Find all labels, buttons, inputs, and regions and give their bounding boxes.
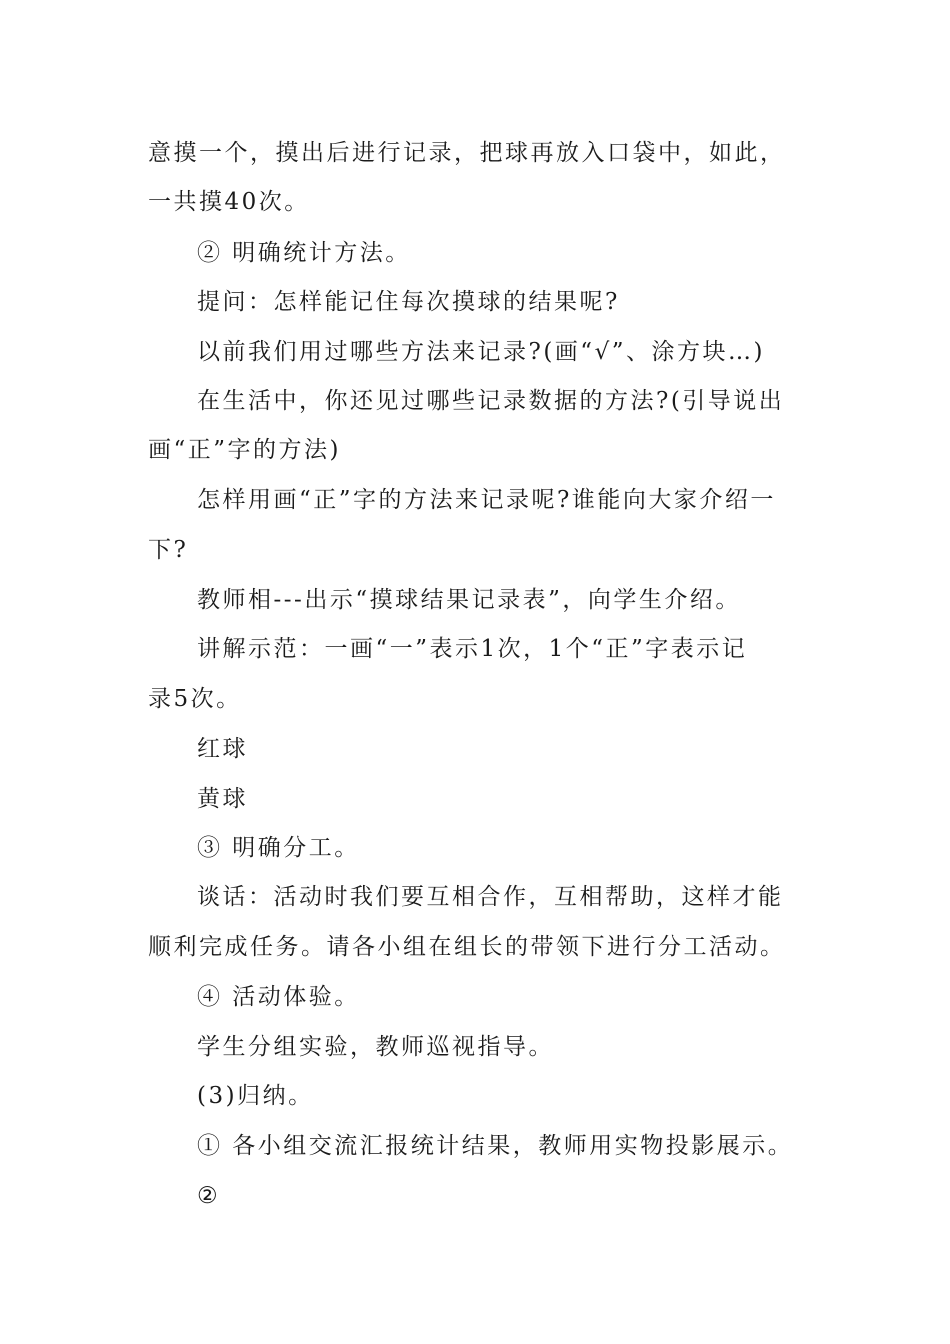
text-line: ② 明确统计方法。 [197, 240, 411, 266]
text-line: ③ 明确分工。 [197, 835, 360, 861]
text-line: 录5次。 [148, 686, 242, 712]
text-line: 学生分组实验，教师巡视指导。 [197, 1034, 554, 1060]
text-line: 在生活中，你还见过哪些记录数据的方法?(引导说出 [197, 388, 785, 414]
text-line: 教师相---出示“摸球结果记录表”，向学生介绍。 [197, 587, 741, 613]
text-line: 谈话：活动时我们要互相合作，互相帮助，这样才能 [197, 884, 784, 910]
text-line: ④ 活动体验。 [197, 984, 360, 1010]
text-line: ② [197, 1183, 221, 1209]
text-line: 顺利完成任务。请各小组在组长的带领下进行分工活动。 [148, 934, 786, 960]
text-line: 一共摸40次。 [148, 189, 310, 215]
text-line: 下? [148, 537, 189, 563]
text-line: 怎样用画“正”字的方法来记录呢?谁能向大家介绍一 [197, 487, 776, 513]
text-line: 画“正”字的方法) [148, 437, 341, 463]
text-line: ① 各小组交流汇报统计结果，教师用实物投影展示。 [197, 1133, 794, 1159]
text-line: 红球 [197, 736, 248, 762]
text-line: (3)归纳。 [197, 1083, 314, 1109]
text-line: 黄球 [197, 786, 248, 812]
text-line: 讲解示范：一画“一”表示1次，1个“正”字表示记 [197, 636, 748, 662]
text-line: 意摸一个，摸出后进行记录，把球再放入口袋中，如此， [148, 140, 786, 166]
text-line: 以前我们用过哪些方法来记录?(画“√”、涂方块…) [197, 339, 765, 365]
text-line: 提问：怎样能记住每次摸球的结果呢? [197, 289, 620, 315]
